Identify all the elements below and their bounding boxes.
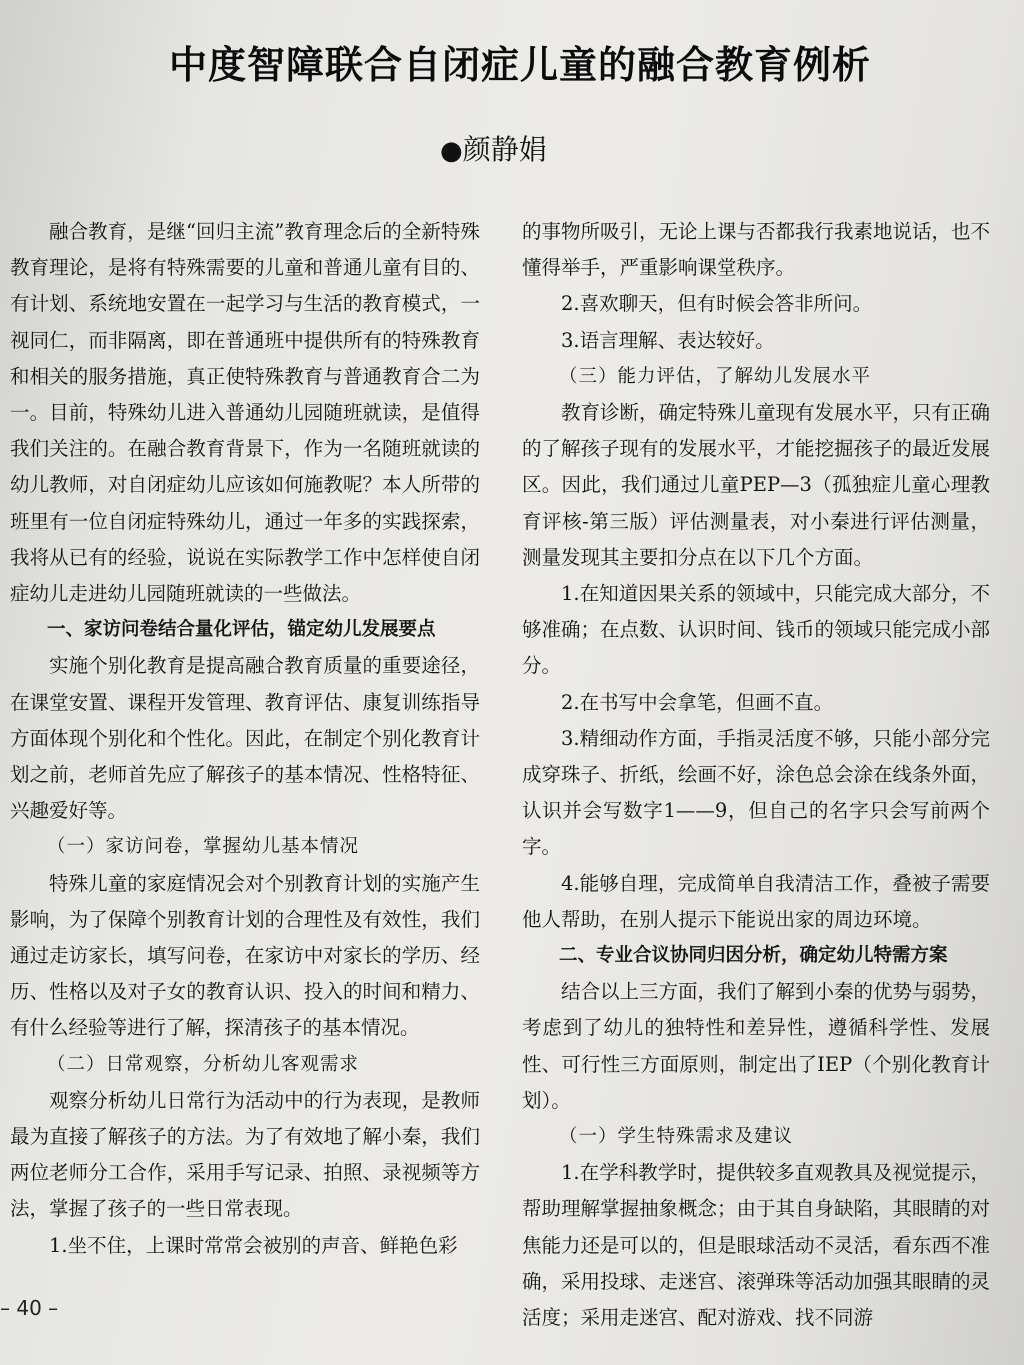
paragraph: 1.在学科教学时，提供较多直观教具及视觉提示，帮助理解掌握抽象概念；由于其自身缺陷，其眼睛的对焦能力还是可以的，但是眼球活动不灵活，看东西不准确，采用投球、走迷宫、滚弹珠等活动加强其眼睛的灵活度；采用走迷宫、配对游戏、找不同游 (522, 1161, 991, 1330)
section-heading: 二、专业合议协同归因分析，确定幼儿特需方案 (559, 945, 948, 967)
paragraph: 4.能够自理，完成简单自我清洁工作，叠被子需要他人帮助，在别人提示下能说出家的周边环境。 (522, 871, 990, 931)
author-name: 颜静娟 (462, 133, 547, 166)
paragraph: 3.精细动作方面，手指灵活度不够，只能小部分完成穿珠子、折纸，绘画不好，涂色总会涂在线条外面，认识并会写数字1——9，但自己的名字只会写前两个字。 (522, 726, 991, 859)
subsection-heading: （二）日常观察，分析幼儿客观需求 (47, 1053, 360, 1075)
subsection-heading: （三）能力评估，了解幼儿发展水平 (559, 365, 872, 387)
right-column (522, 214, 990, 1336)
subsection-heading: （一）家访问卷，掌握幼儿基本情况 (47, 836, 360, 858)
bullet-icon: ● (440, 136, 463, 166)
paragraph: 3.语言理解、表达较好。 (561, 328, 775, 352)
paragraph: 2.喜欢聊天，但有时候会答非所问。 (561, 292, 873, 316)
paragraph: 观察分析幼儿日常行为活动中的行为表现，是教师最为直接了解孩子的方法。为了有效地了解小秦，我们两位老师分工合作，采用手写记录、拍照、录视频等方法，掌握了孩子的一些日常表现。 (10, 1088, 480, 1221)
paragraph: 2.在书写中会拿笔，但画不直。 (561, 690, 834, 714)
paragraph: 教育诊断，确定特殊儿童现有发展水平，只有正确的了解孩子现有的发展水平，才能挖掘孩子的最近发展区。因此，我们通过儿童PEP—3（孤独症儿童心理教育评核-第三版）评估测量表，对小秦进行评估测量，测量发现其主要扣分点在以下几个方面。 (522, 401, 991, 569)
subsection-heading: （一）学生特殊需求及建议 (559, 1126, 794, 1148)
section-heading: 一、家访问卷结合量化评估，锚定幼儿发展要点 (47, 619, 436, 641)
left-column (10, 214, 480, 1264)
paragraph: 的事物所吸引，无论上课与否都我行我素地说话，也不懂得举手，严重影响课堂秩序。 (522, 220, 991, 280)
paragraph: 1.坐不住，上课时常常会被别的声音、鲜艳色彩 (49, 1233, 458, 1257)
paragraph: 1.在知道因果关系的领域中，只能完成大部分，不够准确；在点数、认识时间、钱币的领域只能完成小部分。 (522, 582, 991, 678)
paragraph: 实施个别化教育是提高融合教育质量的重要途径，在课堂安置、课程开发管理、教育评估、康复训练指导方面体现个别化和个性化。因此，在制定个别化教育计划之前，老师首先应了解孩子的基本情况、性格特征、兴趣爱好等。 (10, 654, 480, 823)
paragraph: 结合以上三方面，我们了解到小秦的优势与弱势，考虑到了幼儿的独特性和差异性，遵循科学性、发展性、可行性三方面原则，制定出了IEP（个别化教育计划）。 (522, 980, 991, 1112)
article-author (440, 128, 640, 168)
page-number: – 40 – (0, 1296, 59, 1320)
paragraph: 特殊儿童的家庭情况会对个别教育计划的实施产生影响，为了保障个别教育计划的合理性及有效性，我们通过走访家长，填写问卷，在家访中对家长的学历、经历、性格以及对子女的教育认识、投入的时间和精力、有什么经验等进行了解，探清孩子的基本情况。 (10, 871, 480, 1040)
paragraph: 融合教育，是继“回归主流”教育理念后的全新特殊教育理论，是将有特殊需要的儿童和普通儿童有目的、有计划、系统地安置在一起学习与生活的教育模式，一视同仁，而非隔离，即在普通班中提供所有的特殊教育和相关的服务措施，真正使特殊教育与普通教育合二为一。目前，特殊幼儿进入普通幼儿园随班就读，是值得我们关注的。在融合教育背景下，作为一名随班就读的幼儿教师，对自闭症幼儿应该如何施教呢？本人所带的班里有一位自闭症特殊幼儿，通过一年多的实践探索，我将从已有的经验，说说在实际教学工作中怎样使自闭症幼儿走进幼儿园随班就读的一些做法。 (10, 220, 480, 606)
article-title: 中度智障联合自闭症儿童的融合教育例析 (168, 43, 871, 87)
